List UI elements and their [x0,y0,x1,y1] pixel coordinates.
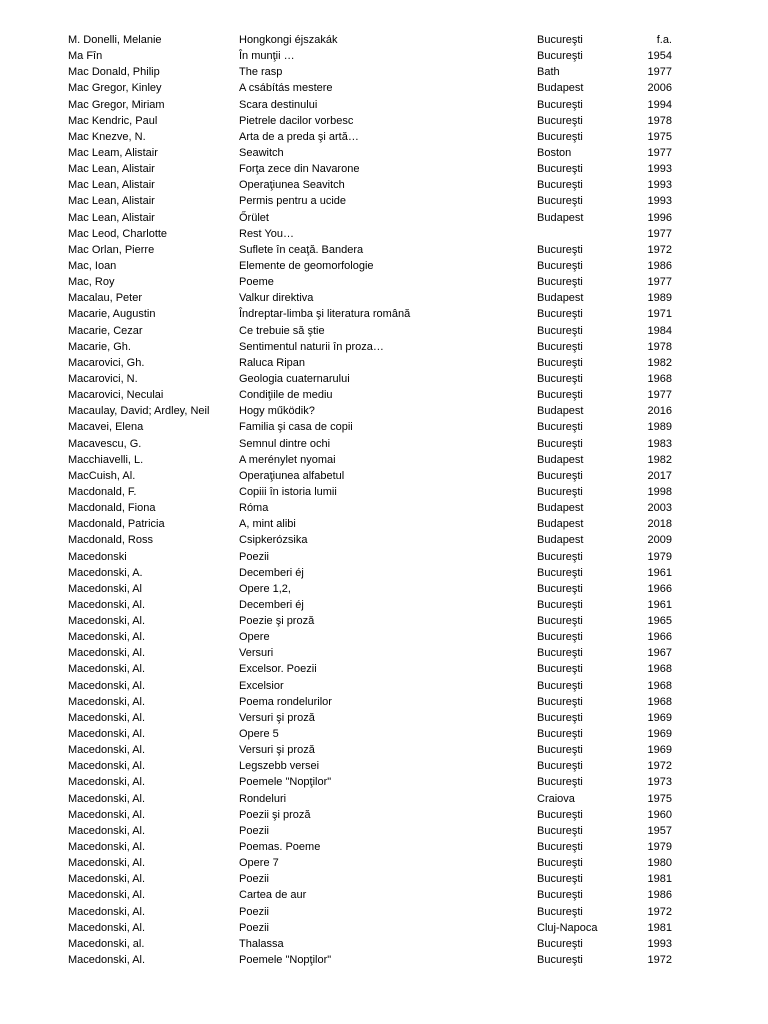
title-cell: Cartea de aur [239,889,307,902]
title-cell: Poezii [239,873,269,886]
place-cell: Bucureşti [537,615,583,628]
author-cell: Ma Fîn [68,50,103,63]
year-cell: 1969 [647,744,672,757]
title-cell: Róma [239,502,269,515]
year-cell: 1994 [647,98,672,111]
year-cell: 1993 [647,195,672,208]
author-cell: Macedonski, Al. [68,841,146,854]
table-row [68,581,688,597]
author-cell: Macarovici, Neculai [68,389,164,402]
year-cell: 1957 [647,824,672,837]
author-cell: Mac Knezve, N. [68,130,146,143]
table-row [68,468,688,484]
year-cell: 1993 [647,163,672,176]
place-cell: Bucureşti [537,195,583,208]
place-cell: Bucureşti [537,905,583,918]
table-row [68,436,688,452]
year-cell: 1968 [647,372,672,385]
table-row [68,855,688,871]
year-cell: 1968 [647,663,672,676]
year-cell: 1993 [647,937,672,950]
year-cell: 1966 [647,582,672,595]
title-cell: Semnul dintre ochi [239,437,331,450]
author-cell: Macdonald, Fiona [68,502,156,515]
year-cell: 1998 [647,485,672,498]
place-cell: Bucureşti [537,469,583,482]
author-cell: Macdonald, Ross [68,534,153,547]
title-cell: Hongkongi éjszakák [239,34,338,46]
place-cell: Bucureşti [537,437,583,450]
place-cell: Bucureşti [537,760,583,773]
table-row [68,678,688,694]
table-row [68,387,688,403]
table-row [68,694,688,710]
title-cell: Hogy működik? [239,405,315,418]
author-cell: Macedonski, Al. [68,728,146,741]
place-cell: Budapest [537,292,584,305]
title-cell: Operaţiunea Seavitch [239,179,345,192]
place-cell: Bucureşti [537,421,583,434]
year-cell: 1989 [647,421,672,434]
place-cell: Bucureşti [537,50,583,63]
table-row [68,920,688,936]
place-cell: Bucureşti [537,98,583,111]
place-cell: Bucureşti [537,889,583,902]
title-cell: În munţii … [239,50,295,63]
place-cell: Bucureşti [537,276,583,289]
title-cell: Versuri [239,647,274,660]
author-cell: Mac, Roy [68,276,115,289]
table-row [68,193,688,209]
author-cell: Macedonski, Al. [68,679,146,692]
year-cell: 1972 [647,243,672,256]
author-cell: Macedonski, Al. [68,889,146,902]
table-row [68,758,688,774]
year-cell: 1954 [647,50,672,63]
year-cell: 1966 [647,631,672,644]
place-cell: Bucureşti [537,566,583,579]
place-cell: Boston [537,146,572,159]
title-cell: Poemele "Nopţilor" [239,954,332,967]
year-cell: 1977 [647,389,672,402]
place-cell: Bucureşti [537,550,583,563]
year-cell: 1977 [647,276,672,289]
author-cell: Macedonski, Al [68,582,142,595]
author-cell: M. Donelli, Melanie [68,34,162,46]
place-cell: Bucureşti [537,679,583,692]
place-cell: Budapest [537,502,584,515]
place-cell: Bucureşti [537,711,583,724]
author-cell: Macarovici, Gh. [68,356,145,369]
table-row [68,597,688,613]
table-row [68,32,688,48]
year-cell: 2003 [647,502,672,515]
title-cell: Poemele "Nopţilor" [239,776,332,789]
place-cell: Bucureşti [537,114,583,127]
author-cell: Macchiavelli, L. [68,453,144,466]
table-row [68,452,688,468]
title-cell: Poezii [239,921,269,934]
title-cell: Legszebb versei [239,760,320,773]
author-cell: Mac Leam, Alistair [68,146,158,159]
title-cell: Condiţiile de mediu [239,389,333,402]
place-cell: Bucureşti [537,163,583,176]
title-cell: Poezii [239,905,269,918]
table-row [68,177,688,193]
year-cell: 1986 [647,259,672,272]
place-cell: Cluj-Napoca [537,921,598,934]
table-row [68,774,688,790]
year-cell: 2017 [647,469,672,482]
year-cell: 1961 [647,598,672,611]
title-cell: A merénylet nyomai [239,453,336,466]
author-cell: Mac Donald, Philip [68,66,160,79]
title-cell: Decemberi éj [239,566,304,579]
table-row [68,887,688,903]
title-cell: The rasp [239,66,283,79]
year-cell: 1989 [647,292,672,305]
author-cell: Macedonski, Al. [68,615,146,628]
table-row [68,823,688,839]
author-cell: MacCuish, Al. [68,469,136,482]
year-cell: 1969 [647,728,672,741]
title-cell: Poema rondelurilor [239,695,332,708]
author-cell: Macedonski, Al. [68,776,146,789]
place-cell: Bucureşti [537,259,583,272]
year-cell: 1978 [647,340,672,353]
table-row [68,290,688,306]
author-cell: Macedonski, Al. [68,954,146,967]
table-row [68,500,688,516]
title-cell: Valkur direktiva [239,292,314,305]
place-cell: Bucureşti [537,728,583,741]
place-cell: Bucureşti [537,324,583,337]
year-cell: 1981 [647,921,672,934]
author-cell: Mac Lean, Alistair [68,163,155,176]
place-cell: Budapest [537,82,584,95]
year-cell: 1967 [647,647,672,660]
year-cell: 2006 [647,82,672,95]
title-cell: Permis pentru a ucide [239,195,346,208]
place-cell: Bucureşti [537,824,583,837]
year-cell: 1980 [647,857,672,870]
year-cell: 1973 [647,776,672,789]
table-row [68,516,688,532]
place-cell: Bucureşti [537,695,583,708]
author-cell: Macedonski, Al. [68,921,146,934]
place-cell: Bucureşti [537,776,583,789]
place-cell: Bucureşti [537,243,583,256]
table-row [68,258,688,274]
title-cell: Poezii [239,824,269,837]
table-row [68,565,688,581]
title-cell: Geologia cuaternarului [239,372,350,385]
title-cell: Arta de a preda şi artă… [239,130,359,143]
author-cell: Macdonald, Patricia [68,518,165,531]
year-cell: 1972 [647,954,672,967]
table-row [68,64,688,80]
title-cell: Thalassa [239,937,284,950]
table-row [68,532,688,548]
table-row [68,242,688,258]
author-cell: Macedonski [68,550,127,563]
author-cell: Macaulay, David; Ardley, Neil [68,405,210,418]
title-cell: Excelsior [239,679,284,692]
title-cell: Familia şi casa de copii [239,421,353,434]
title-cell: Rondeluri [239,792,287,805]
place-cell: Bucureşti [537,954,583,967]
author-cell: Macedonski, Al. [68,711,146,724]
place-cell: Budapest [537,405,584,418]
title-cell: Excelsor. Poezii [239,663,317,676]
title-cell: Scara destinului [239,98,318,111]
place-cell: Bucureşti [537,857,583,870]
place-cell: Budapest [537,518,584,531]
place-cell: Bucureşti [537,308,583,321]
place-cell: Bath [537,66,560,79]
year-cell: 1982 [647,453,672,466]
title-cell: Seawitch [239,146,284,159]
place-cell: Bucureşti [537,598,583,611]
place-cell: Bucureşti [537,356,583,369]
place-cell: Bucureşti [537,340,583,353]
author-cell: Macedonski, Al. [68,824,146,837]
table-row [68,48,688,64]
author-cell: Mac Lean, Alistair [68,195,155,208]
title-cell: Poezie şi proză [239,615,315,628]
year-cell: 2018 [647,518,672,531]
author-cell: Macdonald, F. [68,485,137,498]
year-cell: 1977 [647,146,672,159]
author-cell: Mac Kendric, Paul [68,114,158,127]
year-cell: 1971 [647,308,672,321]
table-row [68,145,688,161]
place-cell: Budapest [537,534,584,547]
table-row [68,871,688,887]
place-cell: Bucureşti [537,631,583,644]
table-row [68,904,688,920]
author-cell: Macedonski, Al. [68,744,146,757]
year-cell: 1981 [647,873,672,886]
place-cell: Bucureşti [537,663,583,676]
author-cell: Macarovici, N. [68,372,138,385]
table-row [68,129,688,145]
table-row [68,80,688,96]
place-cell: Bucureşti [537,808,583,821]
year-cell: 1975 [647,792,672,805]
place-cell: Budapest [537,211,584,224]
year-cell: 2016 [647,405,672,418]
title-cell: Poezii şi proză [239,808,311,821]
table-row [68,97,688,113]
table-row [68,629,688,645]
year-cell: 1968 [647,679,672,692]
author-cell: Macavescu, G. [68,437,142,450]
table-row [68,113,688,129]
author-cell: Macedonski, Al. [68,663,146,676]
place-cell: Bucureşti [537,372,583,385]
year-cell: f.a. [656,34,672,46]
place-cell: Bucureşti [537,485,583,498]
place-cell: Bucureşti [537,744,583,757]
table-row [68,807,688,823]
year-cell: 1977 [647,227,672,240]
year-cell: 1979 [647,550,672,563]
title-cell: Pietrele dacilor vorbesc [239,114,354,127]
title-cell: Elemente de geomorfologie [239,259,374,272]
table-row [68,161,688,177]
title-cell: Opere 5 [239,728,279,741]
place-cell: Bucureşti [537,841,583,854]
title-cell: Opere [239,631,270,644]
author-cell: Macedonski, Al. [68,598,146,611]
table-row [68,791,688,807]
place-cell: Bucureşti [537,389,583,402]
table-row [68,274,688,290]
table-row [68,952,688,968]
author-cell: Mac Gregor, Kinley [68,82,162,95]
title-cell: Forţa zece din Navarone [239,163,360,176]
title-cell: Opere 7 [239,857,279,870]
year-cell: 1960 [647,808,672,821]
place-cell: Bucureşti [537,582,583,595]
title-cell: Raluca Ripan [239,356,306,369]
title-cell: Csipkerózsika [239,534,308,547]
year-cell: 1977 [647,66,672,79]
table-row [68,403,688,419]
table-row [68,306,688,322]
year-cell: 1965 [647,615,672,628]
author-cell: Macavei, Elena [68,421,144,434]
author-cell: Macalau, Peter [68,292,142,305]
year-cell: 1969 [647,711,672,724]
author-cell: Macedonski, Al. [68,647,146,660]
author-cell: Mac Lean, Alistair [68,211,155,224]
year-cell: 1983 [647,437,672,450]
title-cell: Poezii [239,550,269,563]
title-cell: A, mint alibi [239,518,296,531]
year-cell: 1986 [647,889,672,902]
title-cell: Opere 1,2, [239,582,291,595]
author-cell: Macedonski, Al. [68,760,146,773]
place-cell: Bucureşti [537,34,583,46]
title-cell: Ce trebuie să ştie [239,324,325,337]
table-row [68,323,688,339]
year-cell: 1968 [647,695,672,708]
table-row [68,726,688,742]
year-cell: 1982 [647,356,672,369]
table-row [68,226,688,242]
place-cell: Bucureşti [537,937,583,950]
place-cell: Bucureşti [537,873,583,886]
title-cell: Sentimentul naturii în proza… [239,340,384,353]
author-cell: Macedonski, Al. [68,792,146,805]
place-cell: Budapest [537,453,584,466]
table-row [68,484,688,500]
year-cell: 1972 [647,760,672,773]
table-row [68,839,688,855]
table-row [68,371,688,387]
table-row [68,645,688,661]
year-cell: 2009 [647,534,672,547]
year-cell: 1972 [647,905,672,918]
year-cell: 1984 [647,324,672,337]
author-cell: Macarie, Augustin [68,308,156,321]
title-cell: Suflete în ceaţă. Bandera [239,243,364,256]
author-cell: Macedonski, Al. [68,873,146,886]
author-cell: Mac Leod, Charlotte [68,227,168,240]
title-cell: A csábítás mestere [239,82,333,95]
place-cell: Bucureşti [537,130,583,143]
year-cell: 1979 [647,841,672,854]
catalog-table [68,32,688,968]
author-cell: Mac Orlan, Pierre [68,243,155,256]
title-cell: Copiii în istoria lumii [239,485,337,498]
title-cell: Rest You… [239,227,295,240]
author-cell: Macedonski, al. [68,937,145,950]
place-cell: Bucureşti [537,647,583,660]
title-cell: Versuri şi proză [239,744,315,757]
author-cell: Mac Lean, Alistair [68,179,155,192]
title-cell: Îndreptar-limba şi literatura română [239,308,411,321]
table-row [68,210,688,226]
year-cell: 1996 [647,211,672,224]
place-cell: Bucureşti [537,179,583,192]
title-cell: Poemas. Poeme [239,841,321,854]
table-row [68,710,688,726]
year-cell: 1993 [647,179,672,192]
author-cell: Macedonski, A. [68,566,143,579]
title-cell: Őrület [239,211,269,224]
title-cell: Poeme [239,276,274,289]
table-row [68,742,688,758]
author-cell: Mac Gregor, Miriam [68,98,165,111]
author-cell: Mac, Ioan [68,259,117,272]
table-row [68,339,688,355]
year-cell: 1975 [647,130,672,143]
table-row [68,419,688,435]
author-cell: Macedonski, Al. [68,905,146,918]
author-cell: Macarie, Cezar [68,324,143,337]
author-cell: Macedonski, Al. [68,631,146,644]
place-cell: Craiova [537,792,575,805]
title-cell: Operaţiunea alfabetul [239,469,345,482]
table-row [68,936,688,952]
author-cell: Macarie, Gh. [68,340,131,353]
author-cell: Macedonski, Al. [68,808,146,821]
year-cell: 1978 [647,114,672,127]
table-row [68,661,688,677]
table-row [68,355,688,371]
year-cell: 1961 [647,566,672,579]
table-row [68,549,688,565]
author-cell: Macedonski, Al. [68,695,146,708]
title-cell: Decemberi éj [239,598,304,611]
table-row [68,613,688,629]
author-cell: Macedonski, Al. [68,857,146,870]
title-cell: Versuri şi proză [239,711,315,724]
